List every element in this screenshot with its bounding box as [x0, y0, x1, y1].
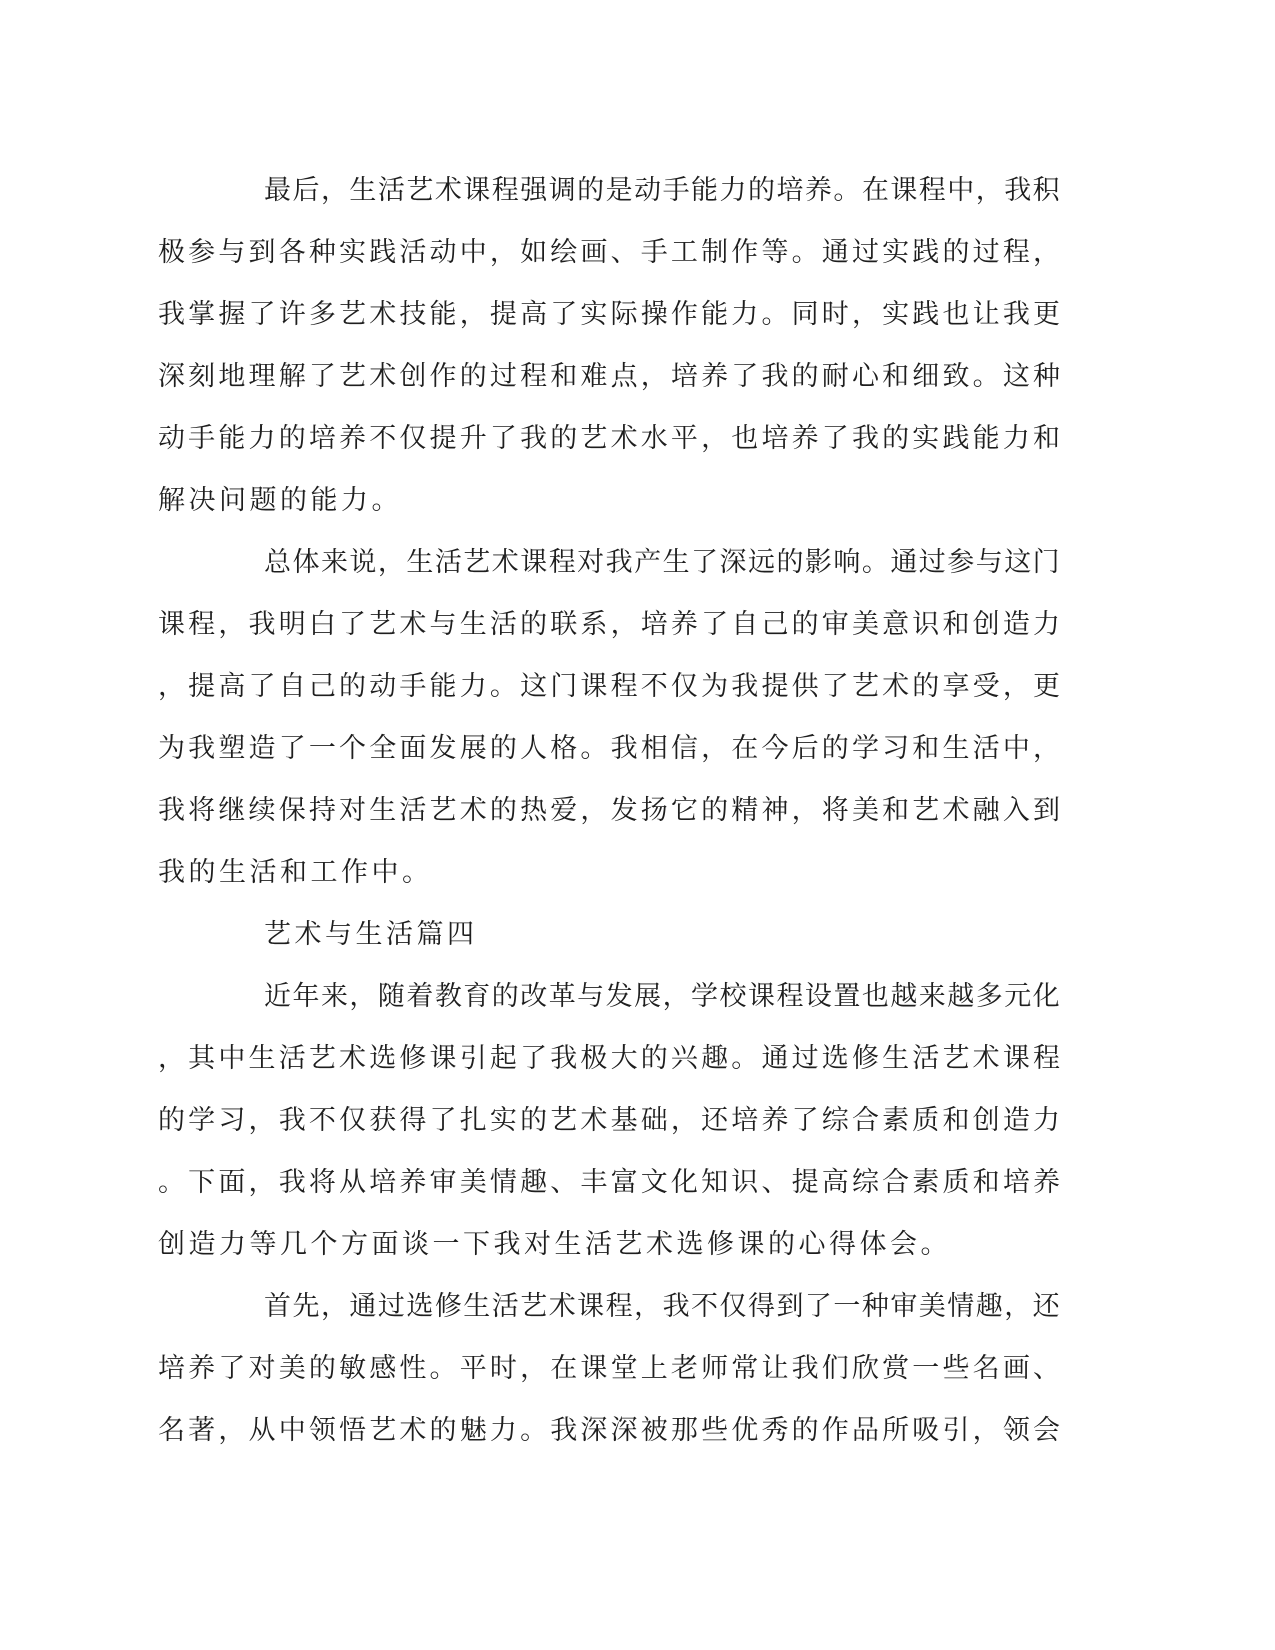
text-line: 名 著 ， 从 中 领 悟 艺 术 的 魅 力 。 我 深 深 被 那 些 优 秀 的 作 品 所 吸 引 ， 领 会	[158, 1415, 1060, 1447]
text-line: 培 养 了 对 美 的 敏 感 性 。 平 时 ， 在 课 堂 上 老 师 常 让 我 们 欣 赏 一 些 名 画 、	[158, 1353, 1060, 1385]
text-line: 首 先 ， 通 过 选 修 生 活 艺 术 课 程 ， 我 不 仅 得 到 了 一 种 审 美 情 趣 ， 还	[264, 1291, 1060, 1323]
text-line: 我 将 继 续 保 持 对 生 活 艺 术 的 热 爱 ， 发 扬 它 的 精 神 ， 将 美 和 艺 术 融 入 到	[158, 795, 1060, 827]
document-body	[158, 160, 1060, 1462]
text-line: 深 刻 地 理 解 了 艺 术 创 作 的 过 程 和 难 点 ， 培 养 了 我 的 耐 心 和 细 致 。 这 种	[158, 361, 1060, 393]
text-line: 我 掌 握 了 许 多 艺 术 技 能 ， 提 高 了 实 际 操 作 能 力 。 同 时 ， 实 践 也 让 我 更	[158, 299, 1060, 331]
text-line: 创造力等几个方面谈一下我对生活艺术选修课的心得体会。	[158, 1229, 951, 1260]
text-line: 近 年 来 ， 随 着 教 育 的 改 革 与 发 展 ， 学 校 课 程 设 置 也 越 来 越 多 元 化	[264, 981, 1060, 1013]
text-line: 为 我 塑 造 了 一 个 全 面 发 展 的 人 格 。 我 相 信 ， 在 今 后 的 学 习 和 生 活 中 ，	[158, 733, 1060, 765]
text-line: ， 提 高 了 自 己 的 动 手 能 力 。 这 门 课 程 不 仅 为 我 提 供 了 艺 术 的 享 受 ， 更	[158, 671, 1060, 703]
text-line: 最 后 ， 生 活 艺 术 课 程 强 调 的 是 动 手 能 力 的 培 养 。 在 课 程 中 ， 我 积	[264, 175, 1060, 207]
text-line: 总 体 来 说 ， 生 活 艺 术 课 程 对 我 产 生 了 深 远 的 影 响 。 通 过 参 与 这 门	[264, 547, 1060, 579]
text-line: ， 其 中 生 活 艺 术 选 修 课 引 起 了 我 极 大 的 兴 趣 。 通 过 选 修 生 活 艺 术 课 程	[158, 1043, 1060, 1075]
text-line: 我的生活和工作中。	[158, 857, 433, 888]
text-line: 课 程 ， 我 明 白 了 艺 术 与 生 活 的 联 系 ， 培 养 了 自 己 的 审 美 意 识 和 创 造 力	[158, 609, 1060, 641]
text-line: 极 参 与 到 各 种 实 践 活 动 中 ， 如 绘 画 、 手 工 制 作 等 。 通 过 实 践 的 过 程 ，	[158, 237, 1060, 269]
text-line: 的 学 习 ， 我 不 仅 获 得 了 扎 实 的 艺 术 基 础 ， 还 培 养 了 综 合 素 质 和 创 造 力	[158, 1105, 1060, 1137]
text-line: 艺术与生活篇四	[264, 919, 478, 950]
text-line: 解决问题的能力。	[158, 485, 402, 516]
text-line: 。 下 面 ， 我 将 从 培 养 审 美 情 趣 、 丰 富 文 化 知 识 、 提 高 综 合 素 质 和 培 养	[158, 1167, 1060, 1199]
text-line: 动 手 能 力 的 培 养 不 仅 提 升 了 我 的 艺 术 水 平 ， 也 培 养 了 我 的 实 践 能 力 和	[158, 423, 1060, 455]
